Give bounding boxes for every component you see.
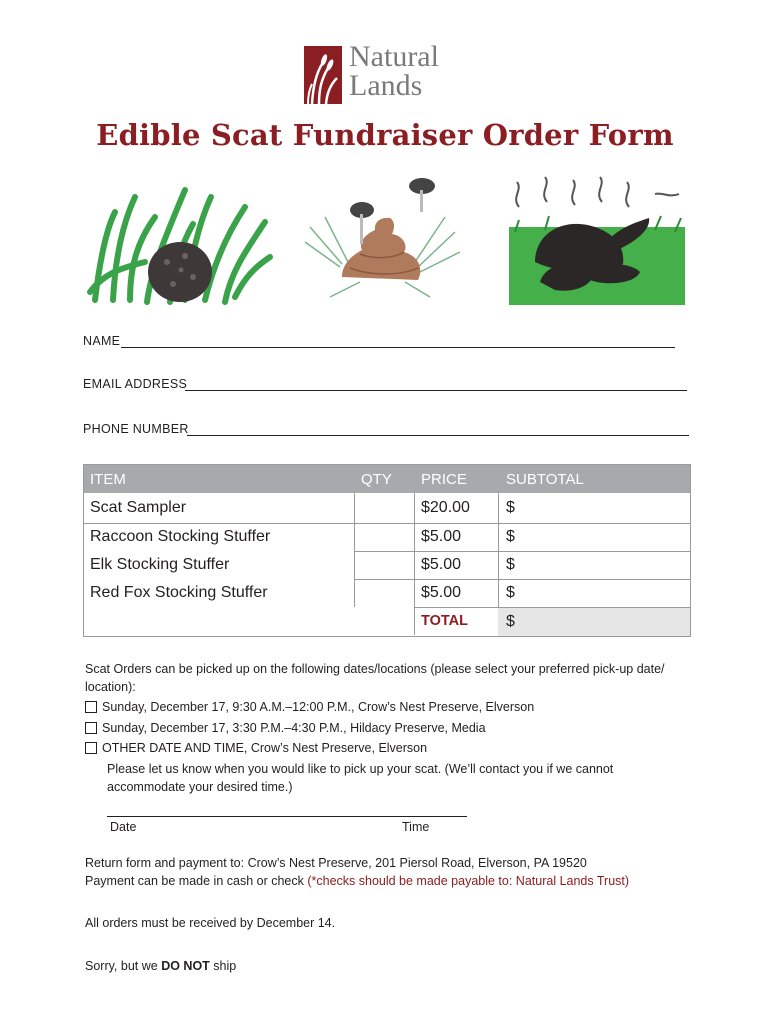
option-label: Sunday, December 17, 3:30 P.M.–4:30 P.M., Hildacy Preserve, Media bbox=[102, 721, 486, 735]
qty-input[interactable] bbox=[355, 494, 413, 522]
qty-input[interactable] bbox=[355, 580, 413, 607]
order-deadline: All orders must be received by December 14. bbox=[85, 916, 336, 930]
logo-wordmark bbox=[349, 42, 439, 100]
return-address: Return form and payment to: Crow’s Nest Preserve, 201 Piersol Road, Elverson, PA 19520 bbox=[85, 856, 587, 870]
option-label: Sunday, December 17, 9:30 A.M.–12:00 P.M., Crow’s Nest Preserve, Elverson bbox=[102, 700, 535, 714]
ship-prefix: Sorry, but we bbox=[85, 959, 162, 973]
ship-suffix: ship bbox=[209, 959, 237, 973]
header-subtotal: SUBTOTAL bbox=[506, 471, 584, 488]
row-item: Red Fox Stocking Stuffer bbox=[90, 584, 268, 601]
row-item: Elk Stocking Stuffer bbox=[90, 556, 230, 573]
date-label: Date bbox=[110, 820, 137, 834]
date-time-input-line[interactable] bbox=[107, 815, 467, 817]
email-field[interactable] bbox=[83, 377, 687, 393]
order-table bbox=[83, 464, 691, 637]
row-subtotal[interactable]: $ bbox=[506, 584, 515, 601]
checkbox[interactable] bbox=[85, 701, 97, 713]
row-subtotal[interactable]: $ bbox=[506, 556, 515, 573]
payment-info bbox=[85, 872, 725, 890]
steaming-scat-illustration bbox=[505, 172, 685, 307]
natural-lands-logo bbox=[304, 40, 469, 106]
payment-text: Payment can be made in cash or check bbox=[85, 874, 308, 888]
grass-logo-icon bbox=[304, 46, 342, 104]
pickup-option-1[interactable] bbox=[85, 698, 685, 718]
email-input-line[interactable] bbox=[185, 390, 687, 391]
phone-field[interactable] bbox=[83, 422, 689, 438]
row-subtotal[interactable]: $ bbox=[506, 528, 515, 545]
total-label: TOTAL bbox=[421, 613, 468, 629]
phone-label: PHONE NUMBER bbox=[83, 422, 189, 436]
phone-input-line[interactable] bbox=[187, 435, 689, 436]
note-line: accommodate your desired time.) bbox=[107, 780, 293, 794]
row-price: $5.00 bbox=[421, 528, 462, 545]
row-price: $20.00 bbox=[421, 499, 470, 516]
header-item: ITEM bbox=[90, 471, 126, 488]
note-line: Please let us know when you would like to pick up your scat. (We’ll contact you if we cannot bbox=[107, 762, 614, 776]
pickup-option-3[interactable] bbox=[85, 739, 685, 759]
pickup-intro bbox=[85, 660, 705, 696]
name-label: NAME bbox=[83, 334, 121, 348]
checkbox[interactable] bbox=[85, 722, 97, 734]
row-price: $5.00 bbox=[421, 556, 462, 573]
payment-note: (*checks should be made payable to: Natural Lands Trust) bbox=[307, 874, 630, 888]
total-value[interactable]: $ bbox=[506, 613, 515, 630]
checkbox[interactable] bbox=[85, 742, 97, 754]
row-subtotal[interactable]: $ bbox=[506, 499, 515, 516]
pickup-intro-line: Scat Orders can be picked up on the following dates/locations (please select your preferred pick-up date/ bbox=[85, 662, 665, 676]
pickup-intro-line: location): bbox=[85, 680, 136, 694]
other-time-note bbox=[107, 760, 697, 796]
name-field[interactable] bbox=[83, 334, 675, 350]
logo-line-lands: Lands bbox=[349, 69, 423, 102]
name-input-line[interactable] bbox=[121, 347, 675, 348]
time-label: Time bbox=[402, 820, 430, 834]
scat-in-grass-illustration bbox=[85, 172, 275, 307]
table-header bbox=[84, 465, 690, 493]
qty-input[interactable] bbox=[355, 524, 413, 551]
grid-line bbox=[414, 493, 415, 635]
row-price: $5.00 bbox=[421, 584, 462, 601]
scat-with-mushrooms-illustration bbox=[300, 172, 465, 307]
total-cell-bg bbox=[498, 608, 690, 636]
row-item: Raccoon Stocking Stuffer bbox=[90, 528, 271, 545]
email-label: EMAIL ADDRESS bbox=[83, 377, 188, 391]
qty-input[interactable] bbox=[355, 552, 413, 579]
row-item: Scat Sampler bbox=[90, 499, 187, 516]
option-label: OTHER DATE AND TIME, Crow’s Nest Preserve, Elverson bbox=[102, 741, 428, 755]
logo-line-natural: Natural bbox=[349, 40, 439, 73]
ship-bold: DO NOT bbox=[161, 959, 210, 973]
pickup-option-2[interactable] bbox=[85, 719, 685, 739]
header-qty: QTY bbox=[361, 471, 392, 488]
header-price: PRICE bbox=[421, 471, 467, 488]
shipping-note bbox=[85, 957, 236, 975]
page-title: Edible Scat Fundraiser Order Form bbox=[96, 118, 674, 152]
